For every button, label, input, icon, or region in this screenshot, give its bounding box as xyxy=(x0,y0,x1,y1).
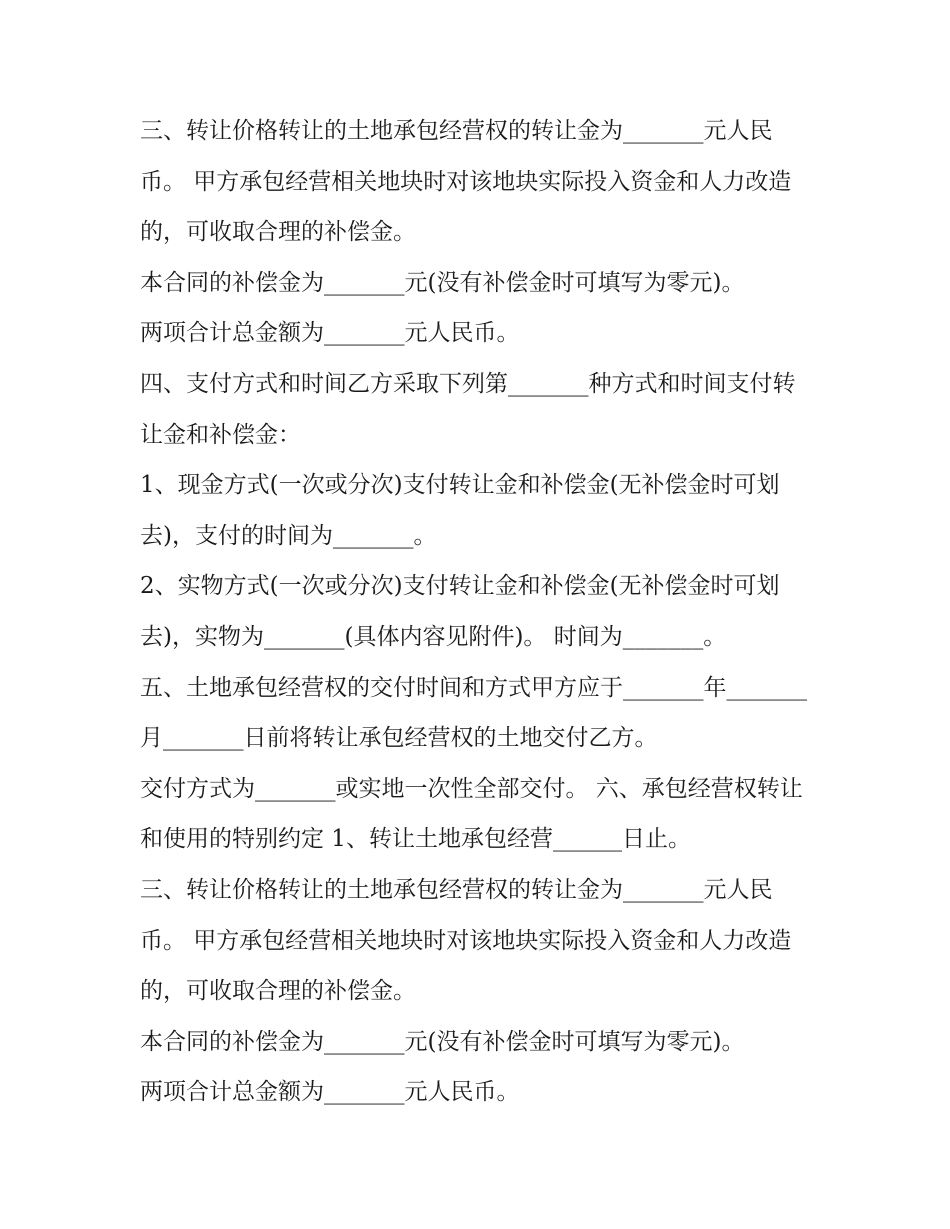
paragraph-compensation-amount-repeat: 本合同的补偿金为_______元(没有补偿金时可填写为零元)。 xyxy=(140,1028,745,1055)
paragraph-total-amount-repeat: 两项合计总金额为_______元人民币。 xyxy=(140,1079,520,1106)
paragraph-transfer-price-repeat: 三、转让价格转让的土地承包经营权的转让金为_______元人民币。 甲方承包经营相关地块时对该地块实际投入资金和人力改造的，可收取合理的补偿金。 xyxy=(140,876,792,1005)
paragraph-transfer-price: 三、转让价格转让的土地承包经营权的转让金为_______元人民币。 甲方承包经营相关地块时对该地块实际投入资金和人力改造的，可收取合理的补偿金。 xyxy=(140,118,792,246)
document-body xyxy=(140,106,810,1118)
paragraph-in-kind-payment: 2、实物方式(一次或分次)支付转让金和补偿金(无补偿金时可划去)，实物为_______(具体内容见附件)。 时间为_______。 xyxy=(140,573,780,650)
paragraph-total-amount: 两项合计总金额为_______元人民币。 xyxy=(140,320,520,347)
paragraph-compensation-amount: 本合同的补偿金为_______元(没有补偿金时可填写为零元)。 xyxy=(140,269,745,296)
paragraph-payment-method: 四、支付方式和时间乙方采取下列第_______种方式和时间支付转让金和补偿金： xyxy=(140,370,796,448)
paragraph-delivery-time: 五、土地承包经营权的交付时间和方式甲方应于_______年_______月_______日前将转让承包经营权的土地交付乙方。 xyxy=(140,674,807,752)
paragraph-cash-payment: 1、现金方式(一次或分次)支付转让金和补偿金(无补偿金时可划去)，支付的时间为_______。 xyxy=(140,472,780,549)
paragraph-delivery-method: 交付方式为_______或实地一次性全部交付。 六、承包经营权转让和使用的特别约定 1、转让土地承包经营______日止。 xyxy=(140,775,803,853)
